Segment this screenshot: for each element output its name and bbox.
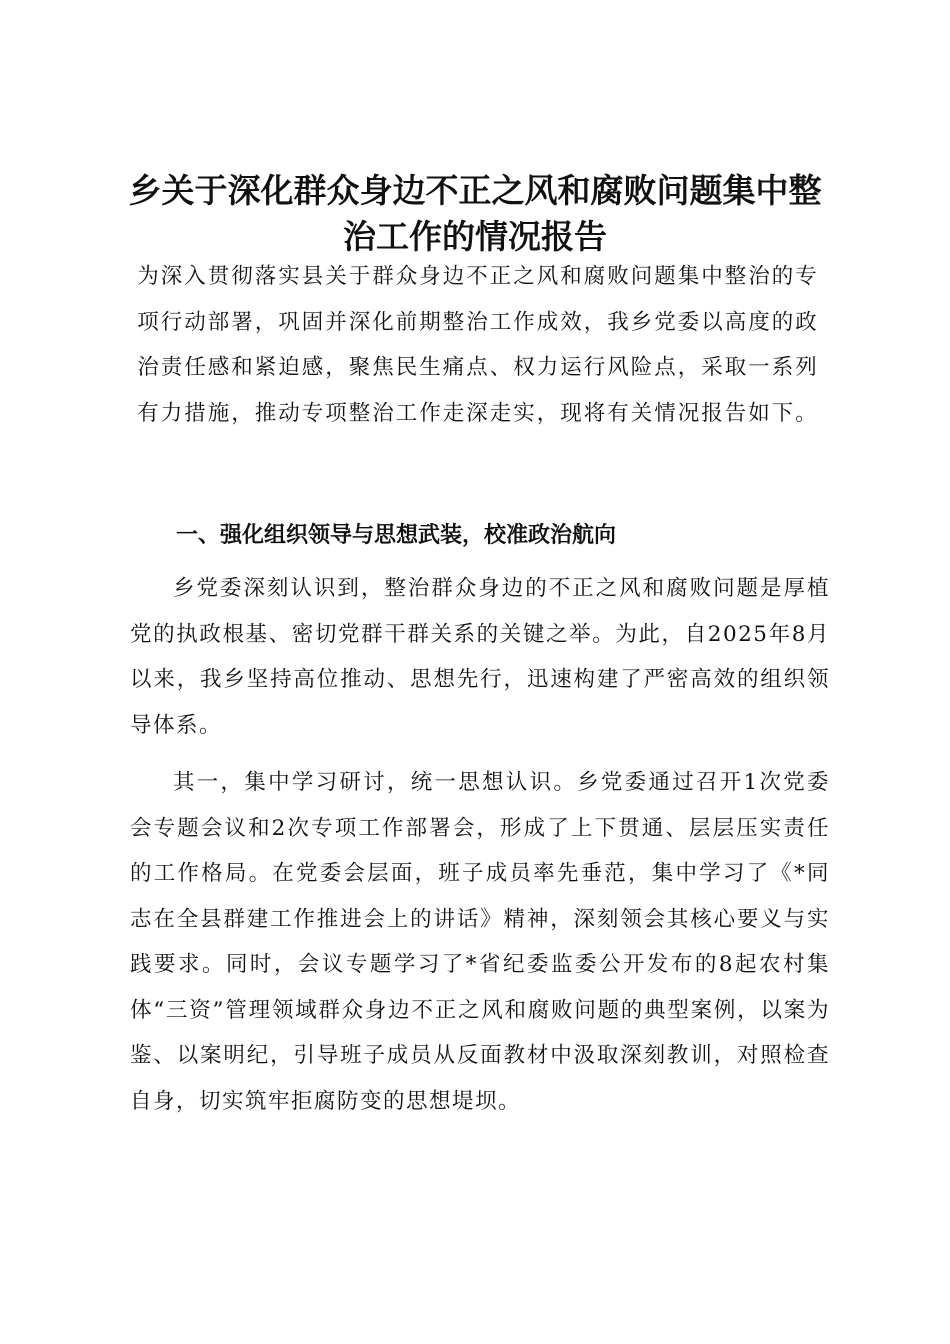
section-heading: 一、强化组织领导与思想武装，校准政治航向 bbox=[176, 523, 617, 548]
body-paragraph: 其一，集中学习研讨，统一思想认识。乡党委通过召开1次党委会专题会议和2次专项工作部署会，形成了上下贯通、层层压实责任的工作格局。在党委会层面，班子成员率先垂范，集中学习了《*同志在全县群建工作推进会上的讲话》精神，深刻领会其核心要义与实践要求。同时，会议专题学习了*省纪委监委公开发布的8起农村集体“三资”管理领域群众身边不正之风和腐败问题的典型案例，以案为鉴、以案明纪，引导班子成员从反面教材中汲取深刻教训，对照检查自身，切实筑牢拒腐防变的思想堤坝。 bbox=[130, 770, 830, 1114]
intro-paragraph: 为深入贯彻落实县关于群众身边不正之风和腐败问题集中整治的专项行动部署，巩固并深化前期整治工作成效，我乡党委以高度的政治责任感和紧迫感，聚焦民生痛点、权力运行风险点，采取一系列有力措施，推动专项整治工作走深走实，现将有关情况报告如下。 bbox=[137, 264, 819, 426]
document-title: 乡关于深化群众身边不正之风和腐败问题集中整治工作的情况报告 bbox=[128, 171, 822, 256]
body-paragraph: 乡党委深刻认识到，整治群众身边的不正之风和腐败问题是厚植党的执政根基、密切党群干群关系的关键之举。为此，自2025年8月以来，我乡坚持高位推动、思想先行，迅速构建了严密高效的组织领导体系。 bbox=[130, 576, 830, 738]
